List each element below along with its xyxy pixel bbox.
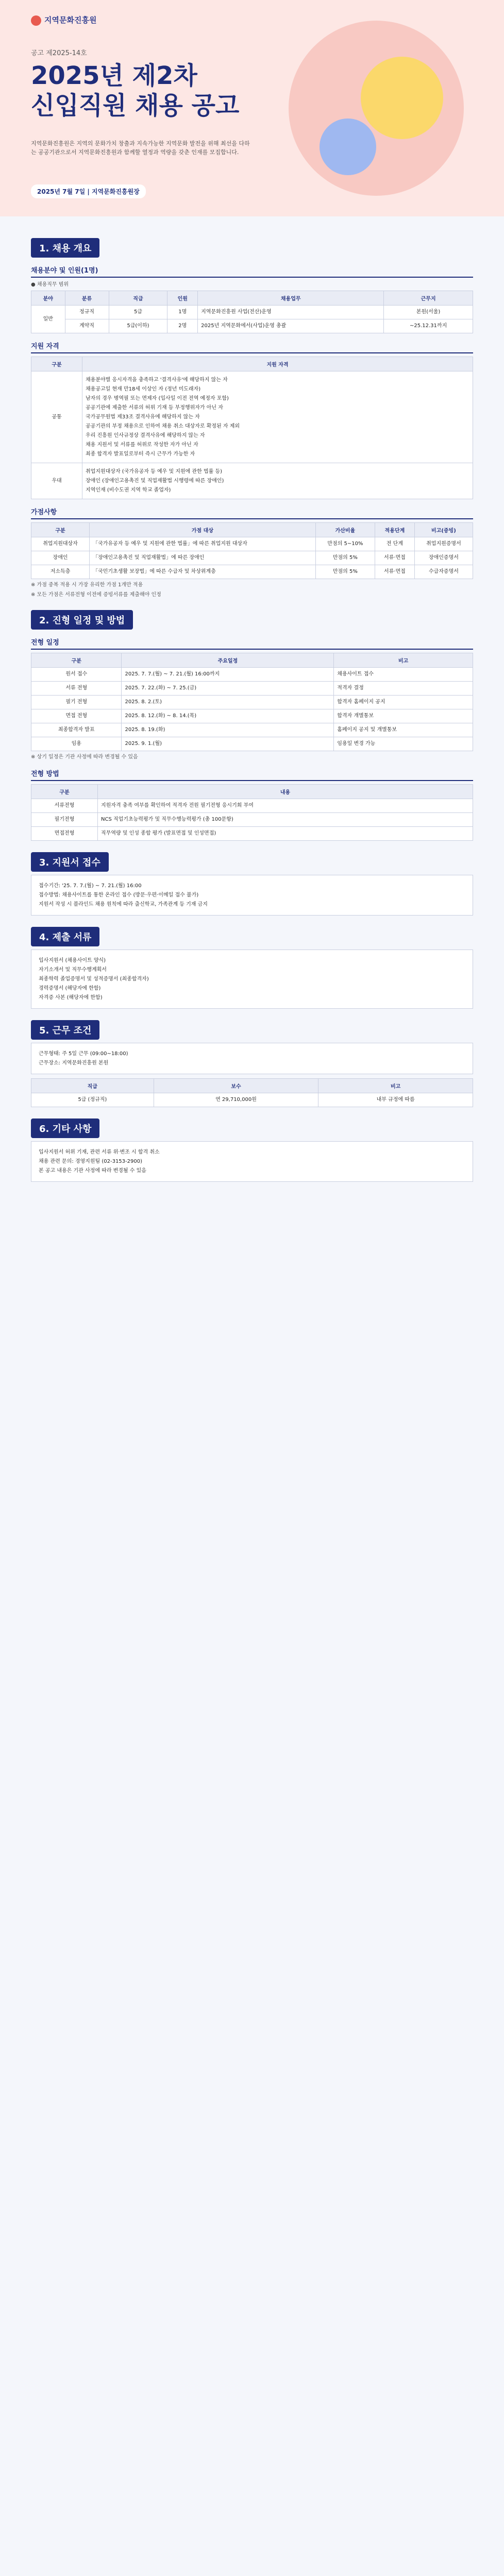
- section-title: 6. 기타 사항: [31, 1118, 99, 1138]
- table-row: 저소득층 「국민기초생활 보장법」에 따른 수급자 및 차상위계층 만점의 5% 서류·면접 수급자증명서: [31, 565, 473, 579]
- section-title: 2. 진형 일정 및 방법: [31, 610, 133, 630]
- table-row: 우대 취업지원대상자 (국가유공자 등 예우 및 지원에 관한 법률 등) 장애인 (장애인고용촉진 및 직업재활법 시행령에 따른 장애인) 지역인재 (비수도권 지역 학교 졸업자): [31, 463, 473, 499]
- section-conditions: [31, 1020, 473, 1107]
- notice-date: 2025년 7월 7일 | 지역문화진흥원장: [31, 184, 146, 198]
- note: ● 채용직무 범위: [31, 282, 69, 287]
- section-schedule: [31, 610, 473, 841]
- table-row: 필기전형 NCS 직업기초능력평가 및 직무수행능력평가 (총 100문항): [31, 813, 473, 827]
- intro-text: 지역문화진흥원은 지역의 문화가치 창출과 지속가능한 지역문화 발전을 위해 최선을 다하는 공공기관으로서 지역문화진흥원과 함께할 열정과 역량을 갖춘 인재를 모집합니다.: [31, 140, 250, 156]
- position-table: 분야 분류 직급 인원 채용업무 근무지 일반 정규직 5급 1명 지역문화진흥원 사업(전산)운영 본원(서울) 계약직 5급(이하) 2명 2025년 지역문화에서(사업)운영 총괄 ~25.12.31까지: [31, 291, 473, 333]
- table-row: 면접 전형 2025. 8. 12.(화) ~ 8. 14.(목) 합격자 개별통보: [31, 709, 473, 723]
- logo-icon: [31, 15, 41, 26]
- section-title: 3. 지원서 접수: [31, 852, 109, 872]
- conditions-box: 근무형태: 주 5일 근무 (09:00~18:00) 근무장소: 지역문화진흥원 본원: [31, 1043, 473, 1074]
- table-row: 5급 (정규직) 연 29,710,000원 내부 규정에 따름: [31, 1093, 473, 1107]
- subsection-title: 전형 방법: [31, 768, 473, 781]
- table-row: 장애인 「장애인고용촉진 및 직업재활법」에 따른 장애인 만점의 5% 서류·면접 장애인증명서: [31, 551, 473, 565]
- table-row: 일반 정규직 5급 1명 지역문화진흥원 사업(전산)운영 본원(서울): [31, 306, 473, 319]
- note: ※ 가점 중복 적용 시 가장 유리한 가점 1개만 적용: [31, 582, 143, 588]
- subsection-title: 전형 일정: [31, 637, 473, 650]
- section-other: [31, 1118, 473, 1182]
- hero-banner: [0, 0, 504, 216]
- table-row: 서류전형 지원자격 충족 여부를 확인하여 적격자 전원 필기전형 응시기회 부여: [31, 799, 473, 813]
- section-application: [31, 852, 473, 916]
- method-table: 구분 내용 서류전형 지원자격 충족 여부를 확인하여 적격자 전원 필기전형 응시기회 부여 필기전형 NCS 직업기초능력평가 및 직무수행능력평가 (총 100문항) 면접전형 직무역량 및 인성 종합 평가 (발표면접 및 인성면접): [31, 784, 473, 841]
- subsection-title: 지원 자격: [31, 341, 473, 353]
- subsection-title: 가점사항: [31, 506, 473, 519]
- page-title: 2025년 제2차 신입직원 채용 공고: [31, 61, 240, 120]
- table-row: 면접전형 직무역량 및 인성 종합 평가 (발표면접 및 인성면접): [31, 827, 473, 841]
- logo: 지역문화진흥원: [31, 14, 96, 26]
- table-row: 취업지원대상자 「국가유공자 등 예우 및 지원에 관한 법률」에 따른 취업지원 대상자 만점의 5~10% 전 단계 취업지원증명서: [31, 537, 473, 551]
- documents-box: 입사지원서 (채용사이트 양식) 자기소개서 및 직무수행계획서 최종학력 졸업증명서 및 성적증명서 (최종합격자) 경력증명서 (해당자에 한함) 자격증 사본 (해당자에 한함): [31, 950, 473, 1009]
- pay-table: 직급 보수 비고 5급 (정규직) 연 29,710,000원 내부 규정에 따름: [31, 1078, 473, 1107]
- table-row: 계약직 5급(이하) 2명 2025년 지역문화에서(사업)운영 총괄 ~25.12.31까지: [31, 319, 473, 333]
- section-title: 4. 제출 서류: [31, 927, 99, 946]
- schedule-table: 구분 주요일정 비고 원서 접수 2025. 7. 7.(월) ~ 7. 21.(월) 16:00까지 채용사이트 접수 서류 전형 2025. 7. 22.(화) ~ 7. 25.(금) 적격자 결정 필기 전형 2025. 8. 2.(토) 합격자 홈페이지 공지 면접 전형 2025. 8. 12.(화) ~ 8. 14.(목) 합격자 개별통보 최종합격자 발표 2025. 8. 19.(화) 홈페이지 공지 및 개별통보 임용 2025. 9. 1.(월) 임용일 변경 가능: [31, 653, 473, 751]
- bonus-table: 구분 가점 대상 가산비율 적용단계 비고(증빙) 취업지원대상자 「국가유공자 등 예우 및 지원에 관한 법률」에 따른 취업지원 대상자 만점의 5~10% 전 단계 취업지원증명서 장애인 「장애인고용촉진 및 직업재활법」에 따른 장애인 만점의 5% 서류·면접 장애인증명서 저소득층 「국민기초생활 보장법」에 따른 수급자 및 차상위계층 만점의 5% 서류·면접 수급자증명서: [31, 522, 473, 579]
- section-overview: [31, 238, 473, 599]
- note: ※ 상기 일정은 기관 사정에 따라 변경될 수 있음: [31, 754, 138, 760]
- table-row: 공통 채용분야별 응시자격을 충족하고 '결격사유'에 해당하지 않는 자 채용공고일 현재 만18세 이상인 자 (정년 미도래자) 남자의 경우 병역필 또는 면제자 (입사일 이전 전역 예정자 포함) 공공기관에 제출한 서류의 허위 기재 등 부정행위자가 아닌 자 국가공무원법 제33조 결격사유에 해당하지 않는 자 공공기관의 부정 채용으로 인하여 채용 취소 대상자로 확정된 자 제외 우리 진흥원 인사규정상 결격사유에 해당하지 않는 자 채용 지원서 및 서류를 허위로 작성한 자가 아닌 자 최종 합격자 발표일로부터 즉시 근무가 가능한 자: [31, 371, 473, 463]
- table-row: 임용 2025. 9. 1.(월) 임용일 변경 가능: [31, 737, 473, 751]
- table-row: 최종합격자 발표 2025. 8. 19.(화) 홈페이지 공지 및 개별통보: [31, 723, 473, 737]
- application-box: 접수기간: '25. 7. 7.(월) ~ 7. 21.(월) 16:00 접수방법: 채용사이트를 통한 온라인 접수 (방문·우편·이메일 접수 불가) 지원서 작성 시 블라인드 채용 원칙에 따라 출신학교, 가족관계 등 기재 금지: [31, 875, 473, 916]
- table-row: 원서 접수 2025. 7. 7.(월) ~ 7. 21.(월) 16:00까지 채용사이트 접수: [31, 668, 473, 682]
- qualification-table: 구분 지원 자격 공통 채용분야별 응시자격을 충족하고 '결격사유'에 해당하지 않는 자 채용공고일 현재 만18세 이상인 자 (정년 미도래자) 남자의 경우 병역필 또는 면제자 (입사일 이전 전역 예정자 포함) 공공기관에 제출한 서류의 허위 기재 등 부정행위자가 아닌 자 국가공무원법 제33조 결격사유에 해당하지 않는 자 공공기관의 부정 채용으로 인하여 채용 취소 대상자로 확정된 자 제외 우리 진흥원 인사규정상 결격사유에 해당하지 않는 자 채용 지원서 및 서류를 허위로 작성한 자가 아닌 자 최종 합격자 발표일로부터 즉시 근무가 가능한 자 우대 취업지원대상자 (국가유공자 등 예우 및 지원에 관한 법률 등) 장애인 (장애인고용촉진 및 직업재활법 시행령에 따른 장애인) 지역인재 (비수도권 지역 학교 졸업자): [31, 357, 473, 499]
- section-documents: [31, 927, 473, 1009]
- table-row: 서류 전형 2025. 7. 22.(화) ~ 7. 25.(금) 적격자 결정: [31, 682, 473, 696]
- other-box: 입사지원서 허위 기재, 관련 서류 위·변조 시 합격 취소 채용 관련 문의: 경영지원팀 (02-3153-2900) 본 공고 내용은 기관 사정에 따라 변경될 수 있음: [31, 1141, 473, 1182]
- table-row: 필기 전형 2025. 8. 2.(토) 합격자 홈페이지 공지: [31, 696, 473, 709]
- note: ※ 모든 가점은 서류전형 이전에 증빙서류를 제출해야 인정: [31, 592, 161, 598]
- section-title: 5. 근무 조건: [31, 1020, 99, 1040]
- subsection-title: 채용분야 및 인원(1명): [31, 265, 473, 278]
- section-title: 1. 채용 개요: [31, 238, 99, 258]
- notice-number: 공고 제2025-14호: [31, 49, 87, 57]
